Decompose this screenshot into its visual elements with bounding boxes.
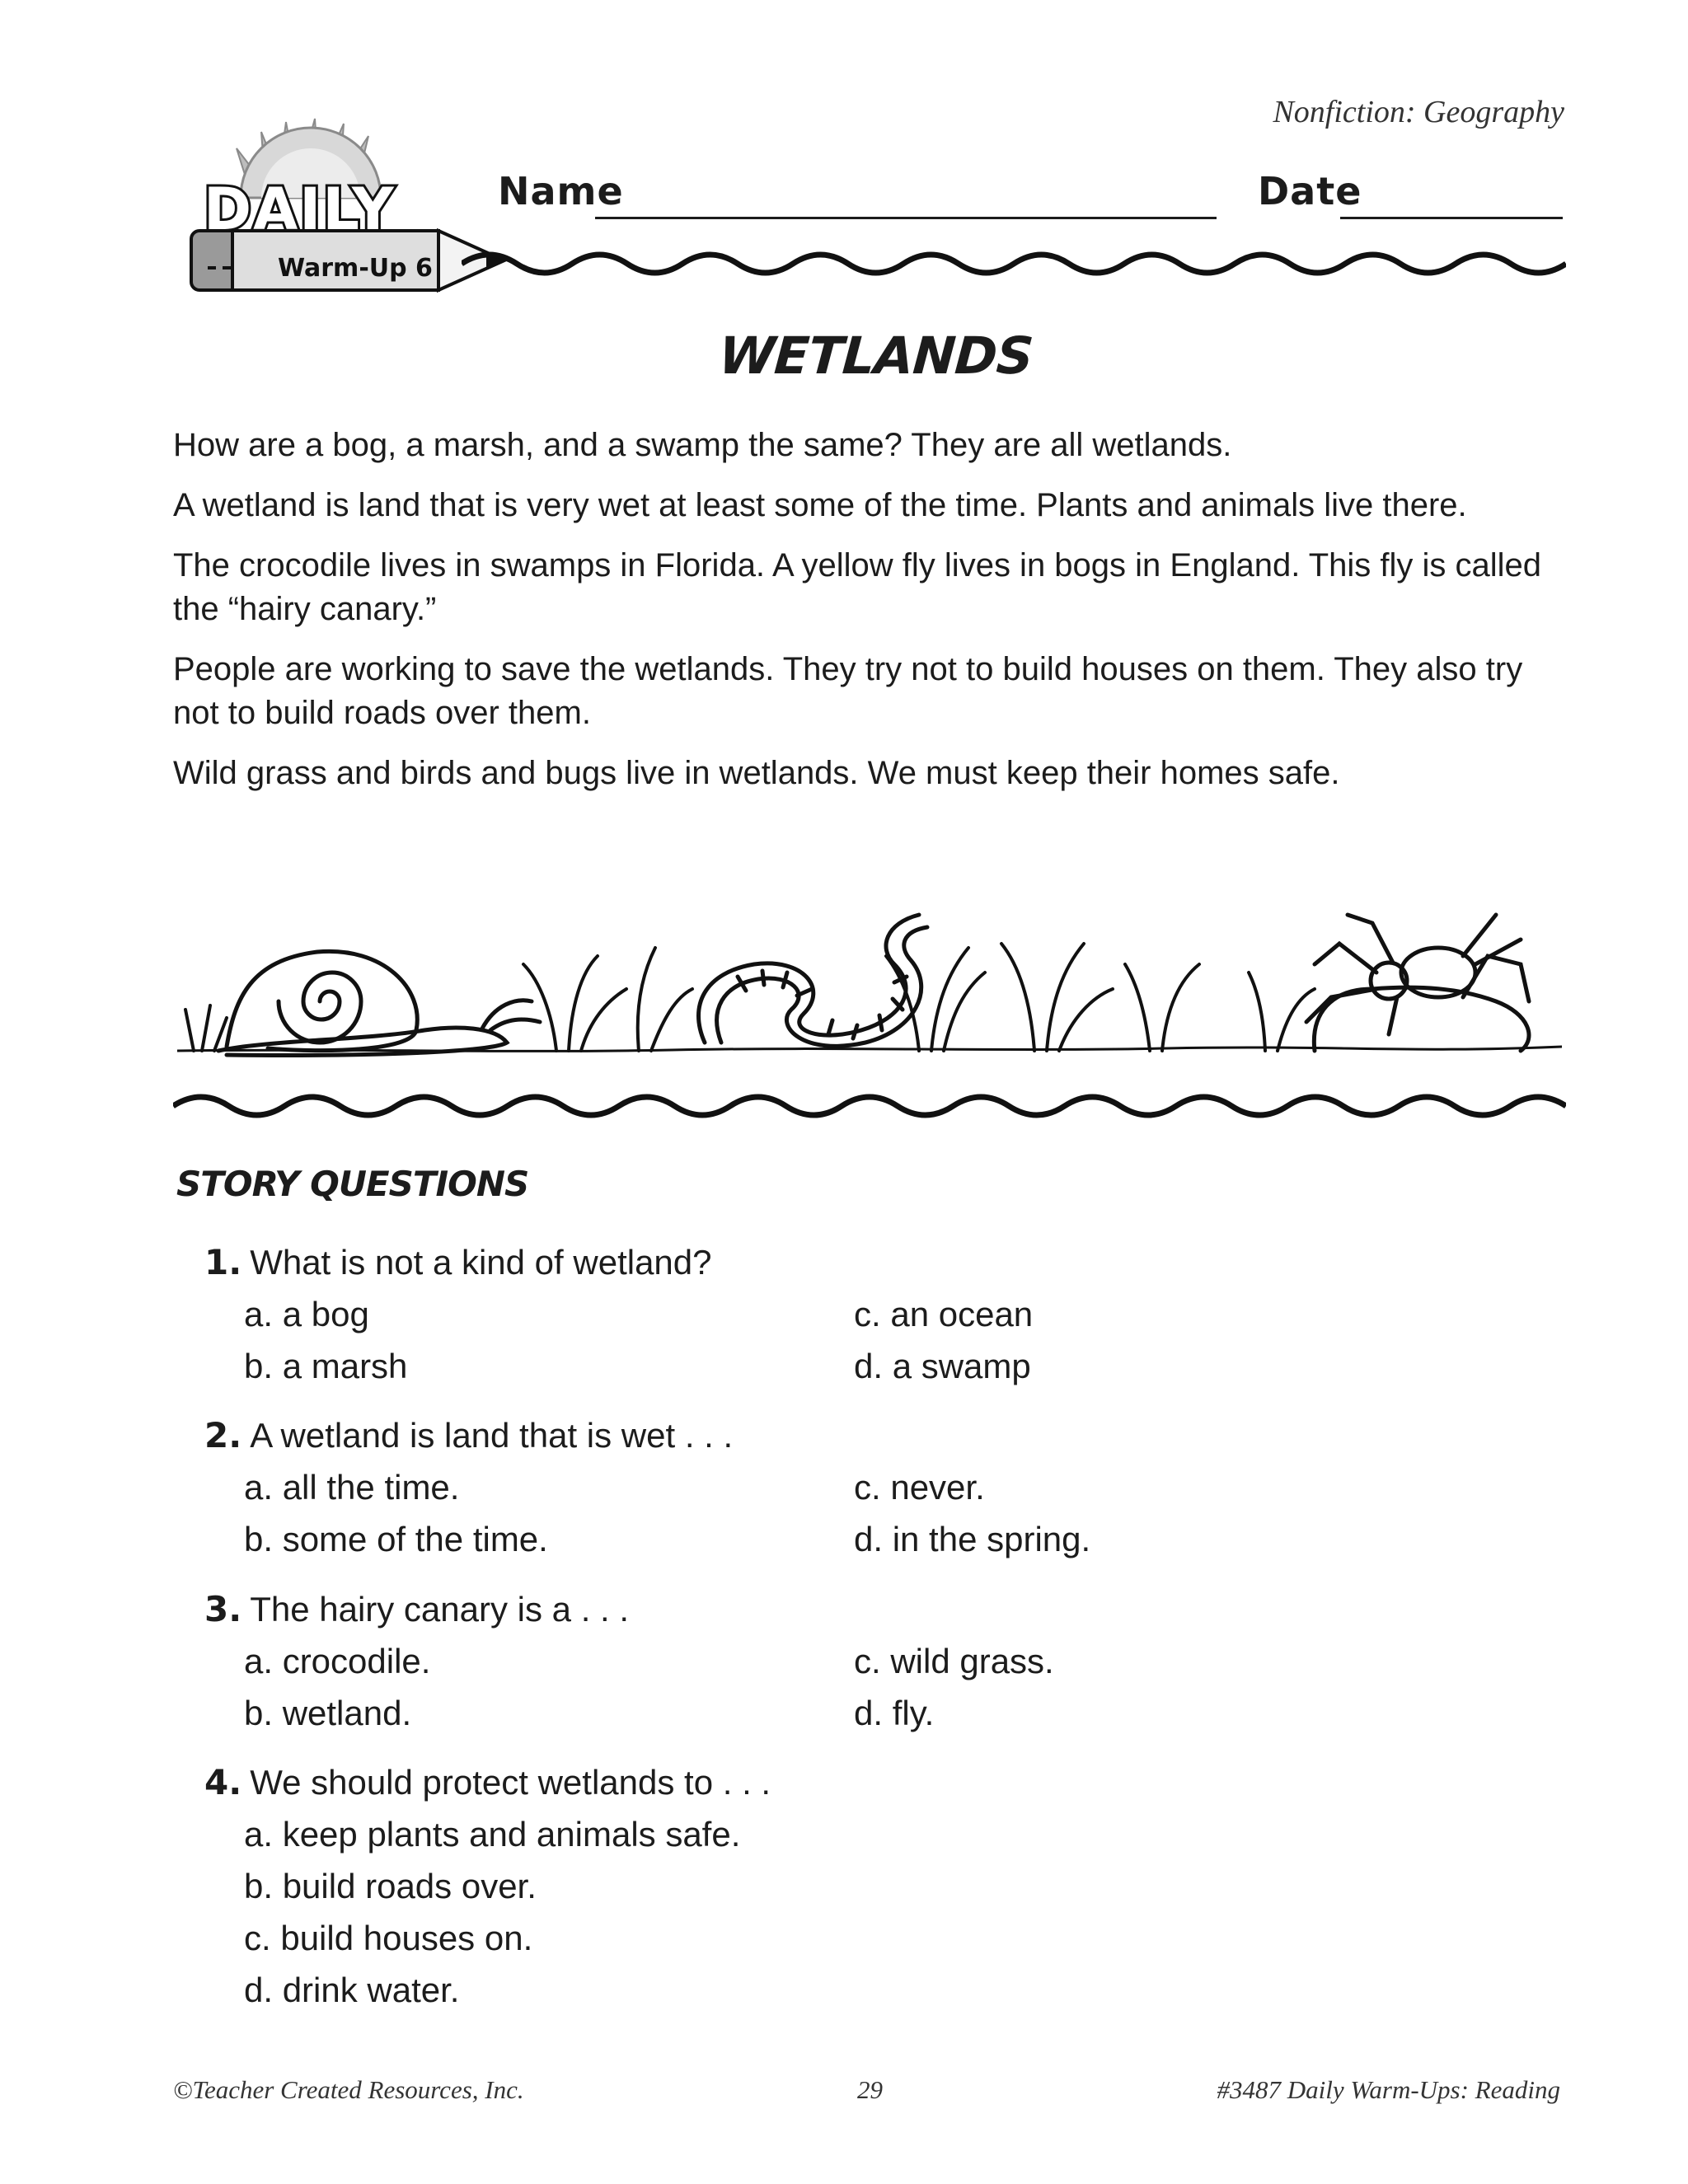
answer-option[interactable]: d. drink water. bbox=[244, 1971, 460, 2009]
footer-page-number: 29 bbox=[857, 2075, 883, 2104]
answer-options bbox=[244, 1635, 1441, 1739]
wave-divider-middle bbox=[173, 1090, 1566, 1122]
answer-option[interactable]: c. wild grass. bbox=[854, 1642, 1054, 1680]
answer-option[interactable]: b. wetland. bbox=[244, 1694, 412, 1732]
question-text: A wetland is land that is wet . . . bbox=[250, 1416, 734, 1455]
logo-subtitle: Warm-Up 6 bbox=[278, 254, 433, 283]
answer-options bbox=[244, 1288, 1441, 1392]
question-number: 3. bbox=[204, 1589, 242, 1629]
answer-option[interactable]: d. a swamp bbox=[854, 1347, 1031, 1385]
answer-option[interactable]: a. keep plants and animals safe. bbox=[244, 1815, 741, 1854]
questions-heading: STORY QUESTIONS bbox=[176, 1164, 529, 1204]
footer-book-title: #3487 Daily Warm-Ups: Reading bbox=[1217, 2075, 1560, 2104]
question-number: 2. bbox=[204, 1415, 242, 1455]
answer-option[interactable]: a. a bog bbox=[244, 1295, 369, 1333]
story-paragraph: A wetland is land that is very wet at least some of the time. Plants and animals live there. bbox=[173, 487, 1467, 523]
date-field[interactable] bbox=[1340, 217, 1563, 219]
answer-option[interactable]: d. fly. bbox=[854, 1694, 935, 1732]
header-category: Nonfiction: Geography bbox=[1273, 95, 1564, 129]
question-number: 1. bbox=[204, 1242, 242, 1282]
story-paragraph: Wild grass and birds and bugs live in wetlands. We must keep their homes safe. bbox=[173, 755, 1340, 791]
answer-option[interactable]: b. build roads over. bbox=[244, 1867, 537, 1905]
question-text: What is not a kind of wetland? bbox=[250, 1243, 712, 1282]
question-stem bbox=[204, 1236, 1441, 1288]
story-text bbox=[173, 424, 1566, 812]
answer-option[interactable]: a. crocodile. bbox=[244, 1642, 431, 1680]
answer-option[interactable]: c. never. bbox=[854, 1468, 985, 1507]
page-title: WETLANDS bbox=[716, 326, 1035, 386]
question-text: The hairy canary is a . . . bbox=[250, 1590, 630, 1629]
question-4 bbox=[204, 1756, 1441, 2016]
answer-option[interactable]: c. an ocean bbox=[854, 1295, 1034, 1333]
answer-option[interactable]: a. all the time. bbox=[244, 1468, 460, 1507]
answer-option[interactable]: b. a marsh bbox=[244, 1347, 408, 1385]
wetland-illustration bbox=[177, 865, 1562, 1080]
spider-icon bbox=[1306, 915, 1521, 1034]
logo-word: DAILY bbox=[204, 176, 396, 243]
story-paragraph: People are working to save the wetlands. They try not to build houses on them. They also try not to build roads over them. bbox=[173, 651, 1523, 731]
footer-publisher: ©Teacher Created Resources, Inc. bbox=[173, 2075, 524, 2104]
worm-icon bbox=[699, 915, 928, 1046]
name-label: Name bbox=[498, 169, 624, 213]
wave-divider-top bbox=[462, 247, 1566, 280]
question-number: 4. bbox=[204, 1762, 242, 1802]
question-stem bbox=[204, 1583, 1441, 1635]
answer-option[interactable]: b. some of the time. bbox=[244, 1520, 548, 1558]
question-text: We should protect wetlands to . . . bbox=[250, 1763, 771, 1802]
name-field[interactable] bbox=[595, 217, 1217, 219]
answer-option[interactable]: d. in the spring. bbox=[854, 1520, 1091, 1558]
snail-icon bbox=[218, 951, 540, 1055]
answer-options bbox=[244, 1808, 1441, 2016]
question-1 bbox=[204, 1236, 1441, 1392]
date-label: Date bbox=[1258, 169, 1362, 213]
answer-options bbox=[244, 1461, 1441, 1565]
question-stem bbox=[204, 1756, 1441, 1808]
question-stem bbox=[204, 1409, 1441, 1461]
question-2 bbox=[204, 1409, 1441, 1565]
story-paragraph: The crocodile lives in swamps in Florida. A yellow fly lives in bogs in England. This fly is called the “hairy canary.” bbox=[173, 547, 1541, 627]
rock-icon bbox=[1314, 956, 1529, 1051]
story-paragraph: How are a bog, a marsh, and a swamp the same? They are all wetlands. bbox=[173, 427, 1232, 463]
grass-icon bbox=[185, 944, 1315, 1051]
question-3 bbox=[204, 1583, 1441, 1739]
answer-option[interactable]: c. build houses on. bbox=[244, 1919, 533, 1957]
